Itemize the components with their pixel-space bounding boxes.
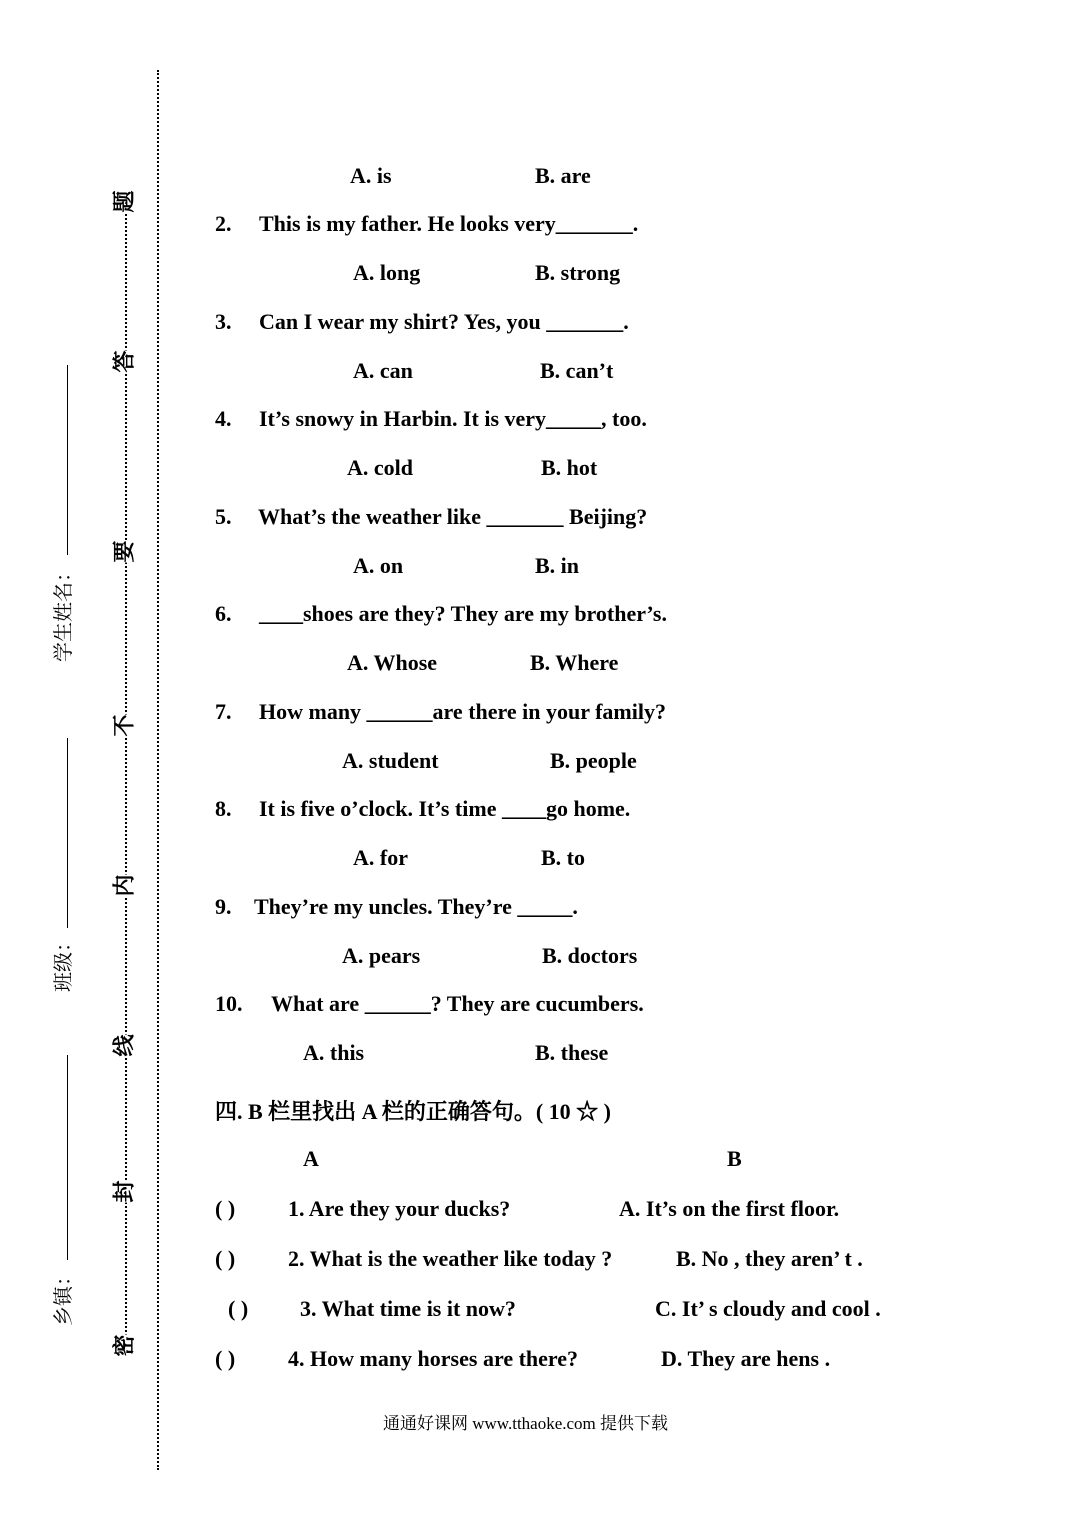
q6-option-a: A. Whose	[347, 650, 438, 675]
seal-line	[125, 210, 127, 1340]
match-row-3-answer: C. It’ s cloudy and cool .	[655, 1296, 881, 1321]
q2-number: 2.	[215, 211, 232, 236]
q9-option-b: B. doctors	[542, 943, 638, 968]
match-row-1-answer: A. It’s on the first floor.	[619, 1196, 840, 1221]
town-write-line[interactable]	[67, 1055, 68, 1260]
q10-text: What are ______? They are cucumbers.	[271, 991, 644, 1016]
section4-title: 四. B 栏里找出 A 栏的正确答句。( 10 ☆ )	[215, 1099, 612, 1124]
q8-option-a: A. for	[353, 845, 408, 870]
q7-option-a: A. student	[342, 748, 439, 773]
seal-char: 要	[108, 540, 139, 562]
q6-number: 6.	[215, 601, 232, 626]
section4-col-b-header: B	[727, 1146, 742, 1171]
match-row-3-blank[interactable]: ( )	[228, 1296, 249, 1321]
seal-char: 密	[108, 1334, 139, 1356]
binding-line	[157, 70, 159, 1470]
q7-number: 7.	[215, 699, 232, 724]
q8-number: 8.	[215, 796, 232, 821]
q6-text: ____shoes are they? They are my brother’s.	[259, 601, 667, 626]
q9-number: 9.	[215, 894, 232, 919]
q10-option-a: A. this	[303, 1040, 365, 1065]
q3-number: 3.	[215, 309, 232, 334]
q1-option-b: B. are	[535, 163, 591, 188]
match-row-1-question: 1. Are they your ducks?	[288, 1196, 511, 1221]
town-label: 乡镇：	[53, 1266, 75, 1326]
q2-option-a: A. long	[353, 260, 421, 285]
q5-option-a: A. on	[353, 553, 404, 578]
q7-text: How many ______are there in your family?	[259, 699, 666, 724]
section4-col-a-header: A	[303, 1146, 319, 1171]
q8-option-b: B. to	[541, 845, 585, 870]
match-row-2-answer: B. No , they aren’ t .	[676, 1246, 863, 1271]
match-row-2-blank[interactable]: ( )	[215, 1246, 236, 1271]
q10-number: 10.	[215, 991, 243, 1016]
q5-number: 5.	[215, 504, 232, 529]
q3-option-b: B. can’t	[540, 358, 614, 383]
q9-text: They’re my uncles. They’re _____.	[254, 894, 578, 919]
match-row-4-question: 4. How many horses are there?	[288, 1346, 579, 1371]
q9-option-a: A. pears	[342, 943, 421, 968]
match-row-4-blank[interactable]: ( )	[215, 1346, 236, 1371]
seal-char: 不	[108, 714, 139, 736]
seal-char: 线	[108, 1034, 139, 1056]
seal-char: 题	[108, 190, 139, 212]
match-row-1-blank[interactable]: ( )	[215, 1196, 236, 1221]
footer-source: 通通好课网 www.tthaoke.com 提供下载	[383, 1414, 669, 1433]
q5-option-b: B. in	[535, 553, 580, 578]
q4-text: It’s snowy in Harbin. It is very_____, too.	[259, 406, 647, 431]
q4-option-a: A. cold	[347, 455, 413, 480]
match-row-3-question: 3. What time is it now?	[300, 1296, 516, 1321]
class-write-line[interactable]	[67, 738, 68, 928]
match-row-4-answer: D. They are hens .	[661, 1346, 831, 1371]
class-label: 班级：	[53, 932, 75, 992]
q8-text: It is five o’clock. It’s time ____go home.	[259, 796, 631, 821]
q10-option-b: B. these	[535, 1040, 609, 1065]
q2-text: This is my father. He looks very_______.	[259, 211, 639, 236]
seal-char: 封	[108, 1180, 139, 1202]
q4-option-b: B. hot	[541, 455, 598, 480]
q3-text: Can I wear my shirt? Yes, you _______.	[259, 309, 629, 334]
q6-option-b: B. Where	[530, 650, 619, 675]
q1-option-a: A. is	[350, 163, 392, 188]
q3-option-a: A. can	[353, 358, 413, 383]
name-write-line[interactable]	[67, 365, 68, 555]
q5-text: What’s the weather like _______ Beijing?	[258, 504, 648, 529]
seal-char: 内	[108, 874, 139, 896]
q4-number: 4.	[215, 406, 232, 431]
seal-char: 答	[108, 350, 139, 372]
match-row-2-question: 2. What is the weather like today ?	[288, 1246, 613, 1271]
q7-option-b: B. people	[550, 748, 637, 773]
q2-option-b: B. strong	[535, 260, 621, 285]
student-name-label: 学生姓名：	[53, 562, 75, 662]
